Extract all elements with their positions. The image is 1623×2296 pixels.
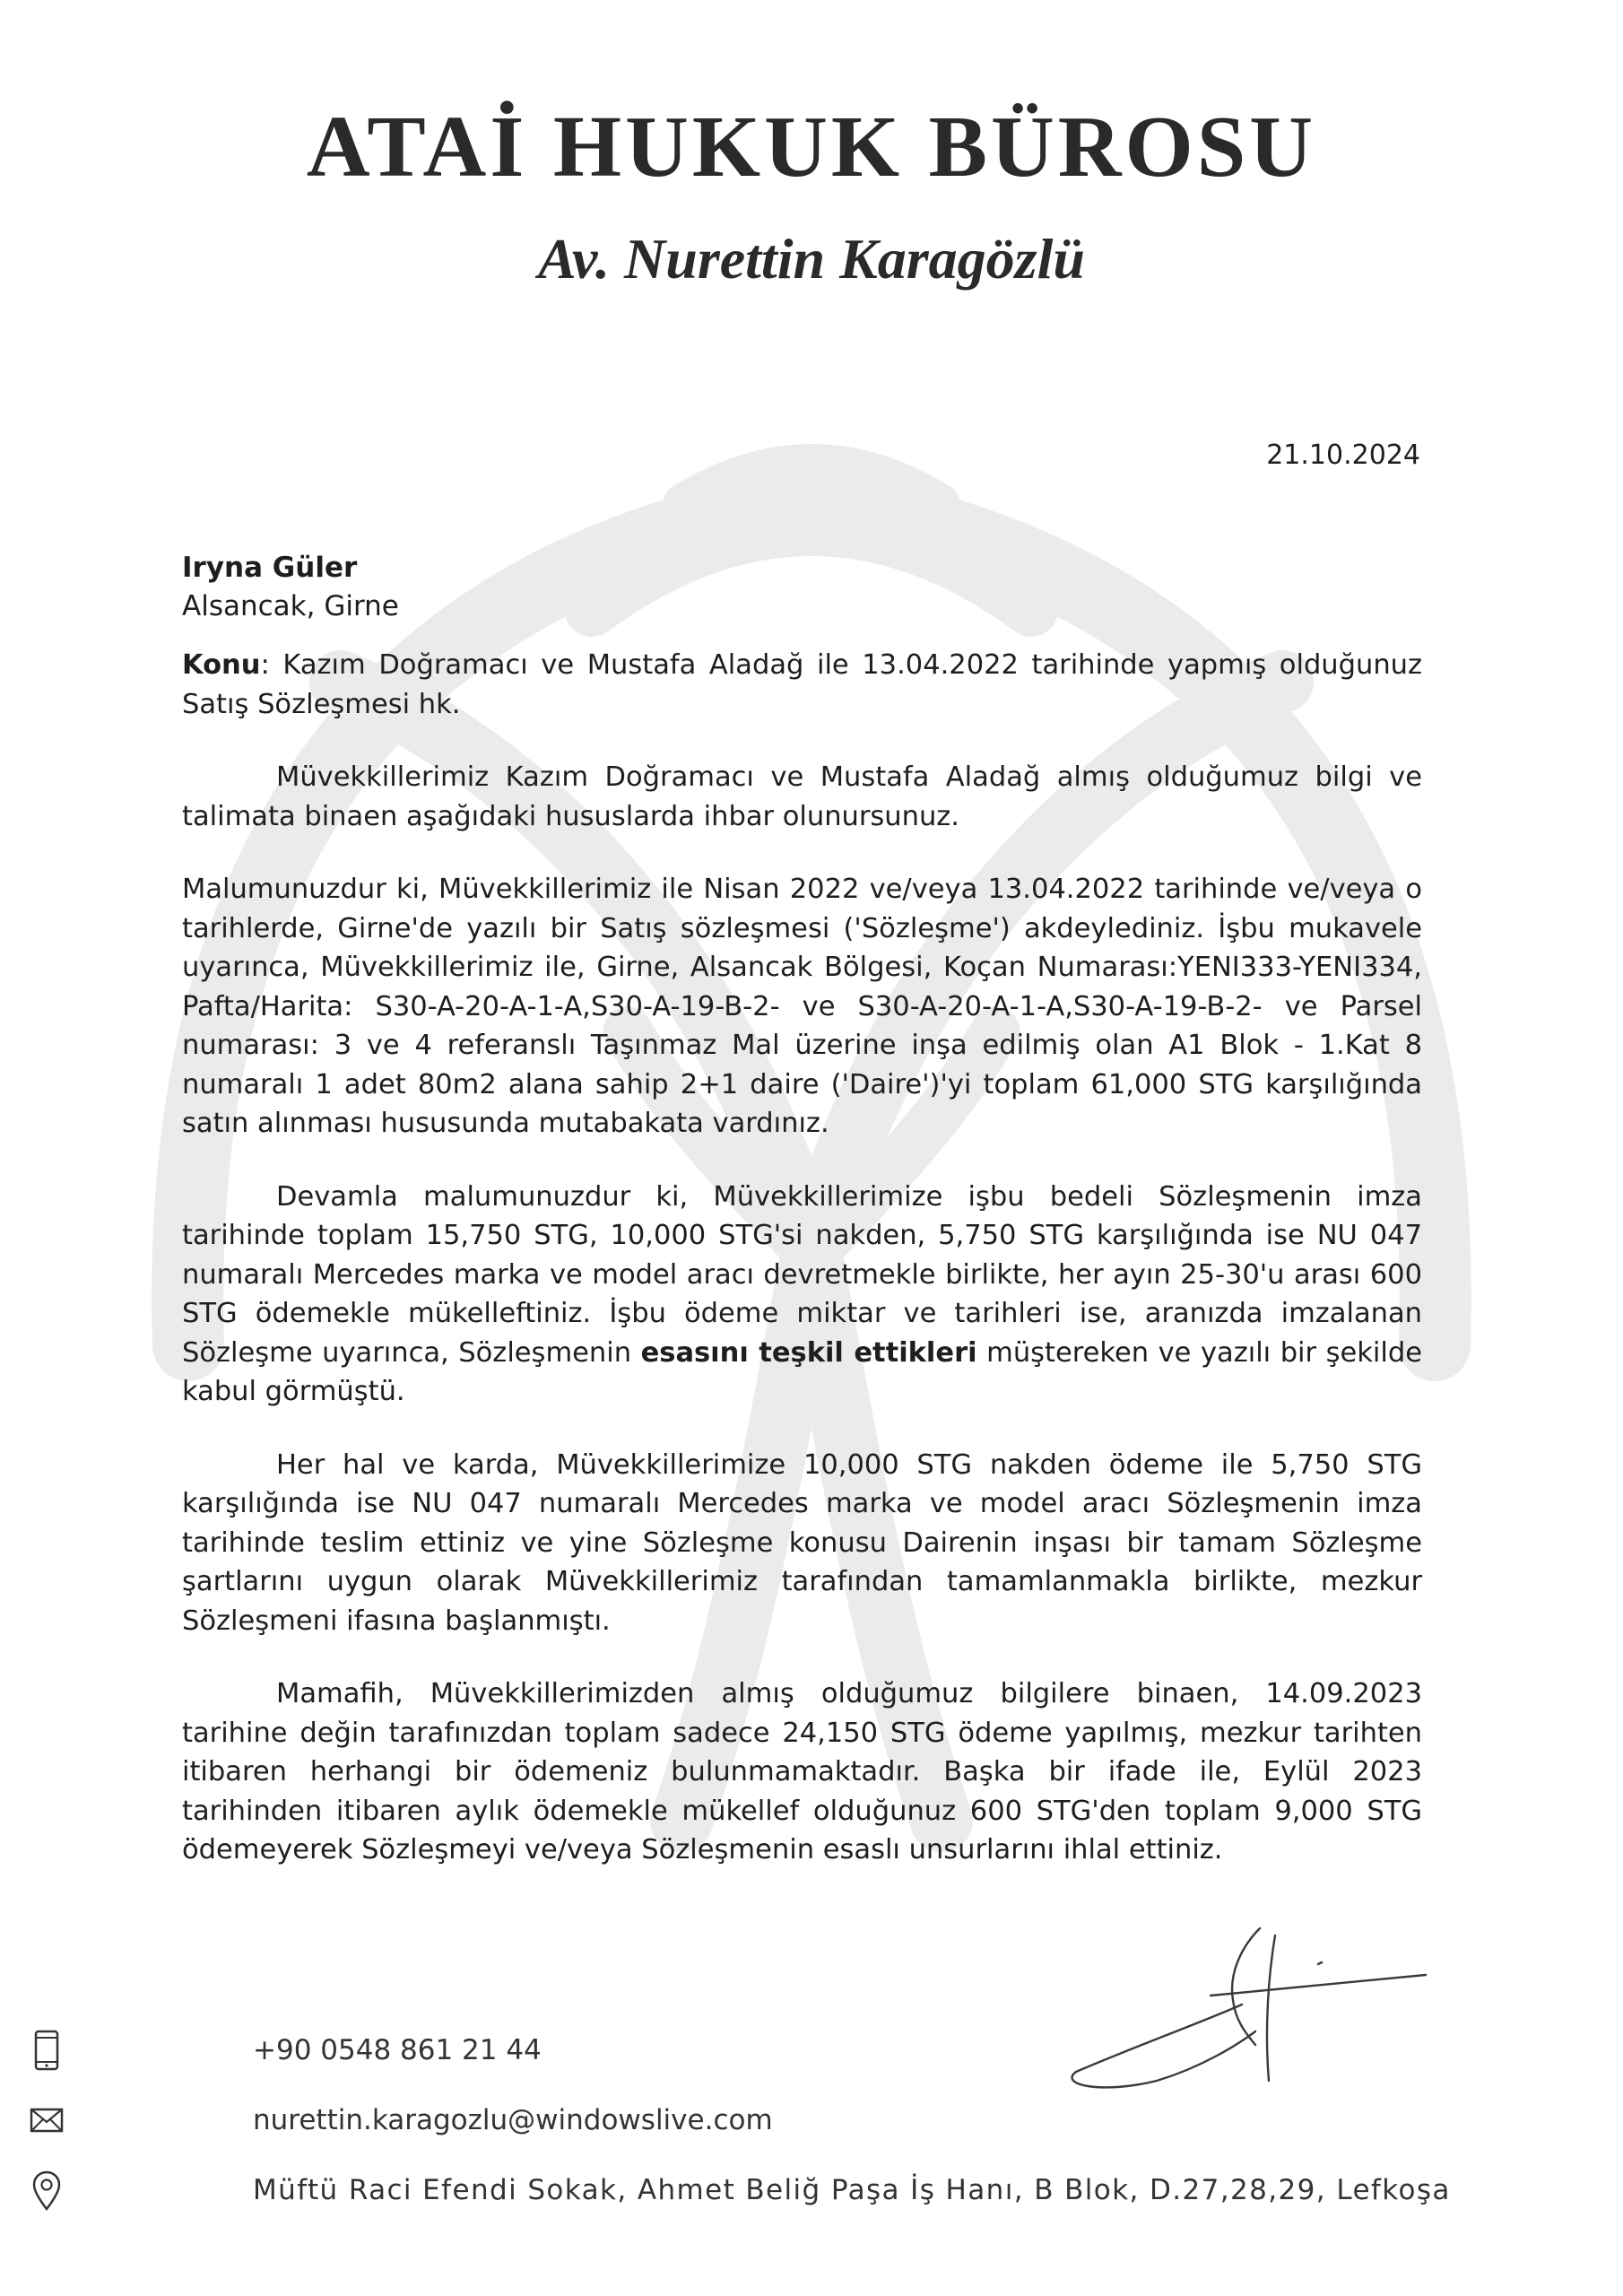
contact-email[interactable]: nurettin.karagozlu@windowslive.com: [253, 2104, 773, 2136]
mobile-phone-icon: [29, 2029, 65, 2072]
paragraph-3: [182, 1178, 1422, 1412]
firm-name: ATAİ HUKUK BÜROSU: [306, 99, 1317, 196]
recipient-name: Iryna Güler: [182, 552, 358, 584]
recipient-block: [182, 549, 399, 626]
contact-phone-row: [0, 2029, 1524, 2074]
paragraph-3-text-b: müştereken ve yazılı bir şekilde kabul görmüştü.: [182, 1336, 1422, 1407]
paragraph-2: Malumunuzdur ki, Müvekkillerimiz ile Nisan 2022 ve/veya 13.04.2022 tarihinde ve/veya o tarihlerde, Girne'de yazılı bir Satış sözleşmesi ('Sözleşme') akdeylediniz. İşbu mukavele uyarınca, Müvekkillerimiz ile, Girne, Alsancak Bölgesi, Koçan Numarası:YENI333-YENI334, Pafta/Harita: S30-A-20-A-1-A,S30-A-19-B-2- ve S30-A-20-A-1-A,S30-A-19-B-2- ve Parsel numarası: 3 ve 4 referanslı Taşınmaz Mal üzerine inşa edilmiş olan A1 Blok - 1.Kat 8 numaralı 1 adet 80m2 alana sahip 2+1 daire ('Daire')'yi toplam 61,000 STG karşılığında satın alınması hususunda mutabakata vardınız.: [182, 874, 1422, 1139]
envelope-icon: [29, 2099, 65, 2142]
paragraph-5: Mamafih, Müvekkillerimizden almış olduğumuz bilgilere binaen, 14.09.2023 tarihine değin tarafınızdan toplam sadece 24,150 STG ödeme yapılmış, mezkur tarihten itibaren herhangi bir ödemeniz bulunmamaktadır. Başka bir ifade ile, Eylül 2023 tarihinden itibaren aylık ödemekle mükellef olduğunuz 600 STG'den toplam 9,000 STG ödemeyerek Sözleşmeyi ve/veya Sözleşmenin esaslı unsurlarını ihlal ettiniz.: [182, 1678, 1422, 1866]
paragraph-1: Müvekkillerimiz Kazım Doğramacı ve Mustafa Aladağ almış olduğumuz bilgi ve talimata binaen aşağıdaki hususlarda ihbar olunursunuz.: [182, 761, 1422, 832]
contact-address: Müftü Raci Efendi Sokak, Ahmet Beliğ Paşa İş Hanı, B Blok, D.27,28,29, Lefkoşa: [253, 2174, 1451, 2206]
lawyer-name: Av. Nurettin Karagözlü: [538, 227, 1085, 291]
contact-phone[interactable]: +90 0548 861 21 44: [253, 2034, 542, 2066]
contact-address-row: [0, 2169, 1524, 2213]
location-pin-icon: [29, 2169, 65, 2212]
letter-body: [182, 646, 1422, 1904]
letter-date: 21.10.2024: [1266, 439, 1420, 471]
paragraph-3-text-a: Devamla malumunuzdur ki, Müvekkillerimize işbu bedeli Sözleşmenin imza tarihinde toplam 15,750 STG, 10,000 STG'si nakden, 5,750 STG karşılığında ise NU 047 numaralı Mercedes marka ve model aracı devretmekle birlikte, her ayın 25-30'u arası 600 STG ödemekle mükelleftiniz. İşbu ödeme miktar ve tarihleri ise, aranızda imzalanan Sözleşme uyarınca, Sözleşmenin: [182, 1180, 1422, 1369]
subject-line: [182, 646, 1422, 724]
paragraph-4: Her hal ve karda, Müvekkillerimize 10,000 STG nakden ödeme ile 5,750 STG karşılığında ise NU 047 numaralı Mercedes marka ve model aracı Sözleşmenin imza tarihinde teslim ettiniz ve yine Sözleşme konusu Dairenin inşası bir tamam Sözleşme şartlarını uygun olarak Müvekkillerimiz tarafından tamamlanmakla birlikte, mezkur Sözleşmeni ifasına başlanmıştı.: [182, 1448, 1422, 1637]
subject-separator: :: [260, 649, 283, 681]
recipient-address: Alsancak, Girne: [182, 590, 399, 622]
subject-text: Kazım Doğramacı ve Mustafa Aladağ ile 13.04.2022 tarihinde yapmış olduğunuz Satış Sözleşmesi hk.: [182, 649, 1422, 720]
paragraph-3-bold: esasını teşkil ettikleri: [640, 1336, 977, 1369]
subject-label: Konu: [182, 649, 261, 681]
contact-email-row: [0, 2099, 1524, 2144]
